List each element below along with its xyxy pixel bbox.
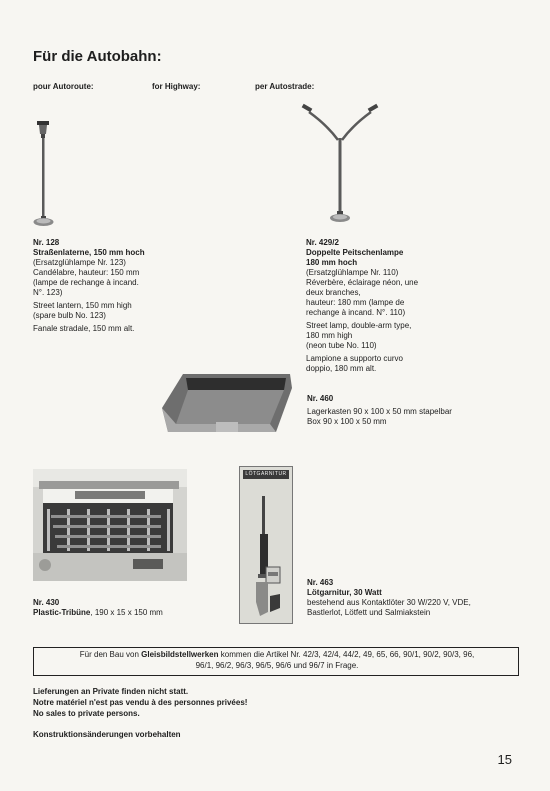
item-429-en-2: 180 mm high — [306, 331, 353, 340]
sales-notes — [33, 686, 247, 740]
item-430-dims: 190 x 15 x 150 mm — [94, 608, 163, 617]
item-429-en-1: Street lamp, double-arm type, — [306, 321, 412, 330]
item-128-de-1: Straßenlaterne, 150 mm hoch — [33, 248, 145, 257]
item-429-it-1: Lampione a supporto curvo — [306, 354, 403, 363]
item-463-de-2: bestehend aus Kontaktlöter 30 W/220 V, VDE, — [307, 598, 471, 607]
item-128-en-1: Street lantern, 150 mm high — [33, 301, 132, 310]
item-463-de-1: Lötgarnitur, 30 Watt — [307, 588, 382, 597]
subtitle-french: pour Autoroute: — [33, 82, 94, 91]
item-430-description: Nr. 430 Plastic-Tribüne, 190 x 15 x 150 mm — [33, 598, 233, 618]
notice-text — [46, 649, 508, 671]
storage-box-image — [158, 368, 298, 440]
street-lantern-image — [28, 118, 60, 232]
item-430-de-1: Plastic-Tribüne — [33, 608, 91, 617]
item-429-it-2: doppio, 180 mm alt. — [306, 364, 377, 373]
item-430-number: Nr. 430 — [33, 598, 60, 607]
subtitle-italian: per Autostrade: — [255, 82, 315, 91]
item-128-en-2: (spare bulb No. 123) — [33, 311, 106, 320]
item-128-fr-1: Candélabre, hauteur: 150 mm — [33, 268, 140, 277]
notice-line-2: 96/1, 96/2, 96/3, 96/5, 96/6 und 96/7 in Frage. — [195, 661, 359, 670]
item-429-description — [306, 238, 486, 374]
item-429-number: Nr. 429/2 — [306, 238, 339, 247]
page-number: 15 — [497, 752, 512, 767]
item-128-it-1: Fanale stradale, 150 mm alt. — [33, 324, 135, 333]
item-429-en-3: (neon tube No. 110) — [306, 341, 377, 350]
item-460-de-1: Lagerkasten 90 x 100 x 50 mm stapelbar — [307, 407, 452, 416]
note-german: Lieferungen an Private finden nicht statt. — [33, 687, 189, 696]
item-429-fr-3: hauteur: 180 mm (lampe de — [306, 298, 405, 307]
notice-bold: Gleisbildstellwerken — [141, 650, 219, 659]
item-429-de-3: (Ersatzglühlampe Nr. 110) — [306, 268, 399, 277]
item-128-number: Nr. 128 — [33, 238, 60, 247]
note-design-changes: Konstruktionsänderungen vorbehalten — [33, 730, 181, 739]
item-463-number: Nr. 463 — [307, 578, 334, 587]
notice-pre: Für den Bau von — [79, 650, 142, 659]
note-english: No sales to private persons. — [33, 709, 140, 718]
subtitle-english: for Highway: — [152, 82, 201, 91]
item-460-en-1: Box 90 x 100 x 50 mm — [307, 417, 387, 426]
item-463-description — [307, 578, 519, 618]
item-128-fr-3: N°. 123) — [33, 288, 63, 297]
item-128-de-2: (Ersatzglühlampe Nr. 123) — [33, 258, 126, 267]
item-460-number: Nr. 460 — [307, 394, 334, 403]
item-460-description — [307, 394, 507, 427]
item-429-fr-4: rechange à incand. N°. 110) — [306, 308, 406, 317]
item-429-de-2: 180 mm hoch — [306, 258, 358, 267]
note-french: Notre matériel n'est pas vendu à des personnes privées! — [33, 698, 248, 707]
item-429-fr-2: deux branches, — [306, 288, 361, 297]
package-label: LÖTGARNITUR — [243, 470, 289, 479]
item-429-fr-1: Réverbère, éclairage néon, une — [306, 278, 419, 287]
item-463-de-3: Bastlerlot, Lötfett und Salmiakstein — [307, 608, 431, 617]
double-arm-lamp-image — [292, 100, 388, 230]
item-429-de-1: Doppelte Peitschenlampe — [306, 248, 404, 257]
item-128-fr-2: (lampe de rechange à incand. — [33, 278, 139, 287]
item-128-description — [33, 238, 183, 334]
soldering-kit-image — [239, 466, 293, 624]
page-title: Für die Autobahn: — [33, 48, 162, 65]
notice-line-1: kommen die Artikel Nr. 42/3, 42/4, 44/2, 49, 65, 66, 90/1, 90/2, 90/3, 96, — [218, 650, 475, 659]
plastic-grandstand-image — [33, 469, 187, 581]
